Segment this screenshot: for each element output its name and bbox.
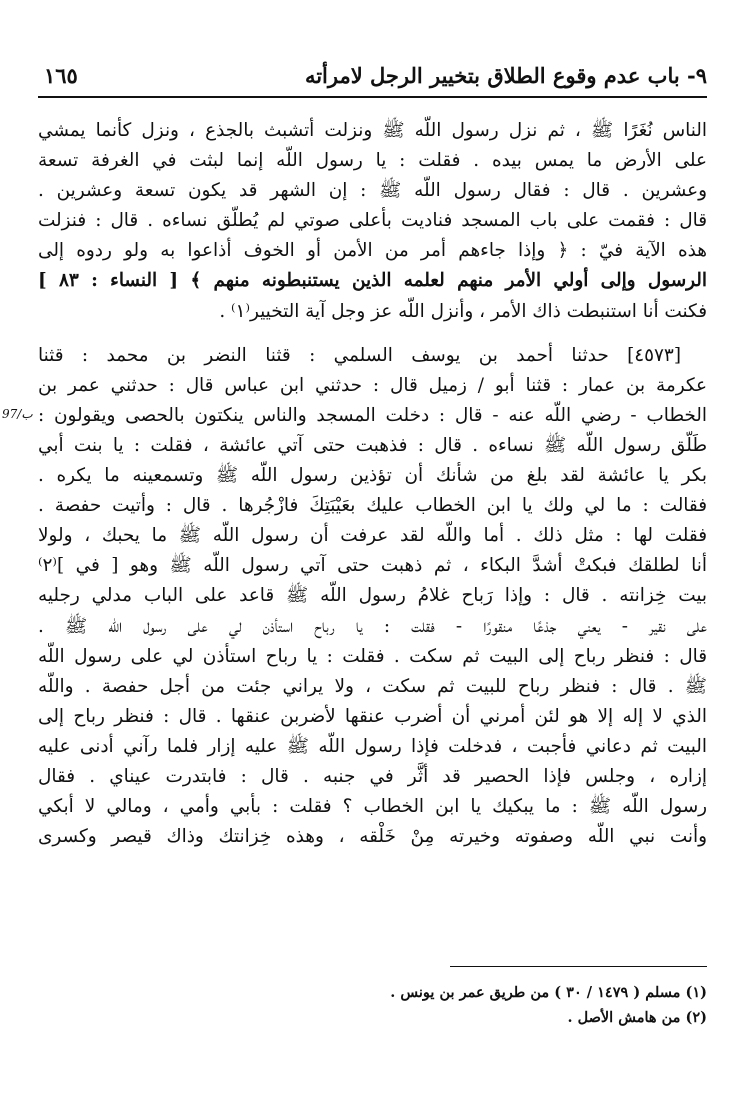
text-line: ﷺ . قال : فنظر رباح للبيت ثم سكت ، ولا يراني جئت من أجل حفصة . واللّه <box>38 675 707 697</box>
footnotes <box>38 980 707 1030</box>
text-line: قال : فنظر رباح إلى البيت ثم سكت . فقلت : يا رباح استأذن لي على رسول اللّه <box>38 645 707 667</box>
text-line: قال : فقمت على باب المسجد فناديت بأعلى صوتي لم يُطلّق نساءه . قال : فنزلت <box>38 210 707 232</box>
text-line: فقالت : ما لي ولك يا ابن الخطاب عليك بعَيْبَتِكَ فازْجُرها . قال : وأتيت حفصة . <box>38 495 707 517</box>
text-line: أنا لطلقك فبكتْ أشدَّ البكاء ، ثم ذهبت حتى آتي رسول اللّه ﷺ وهو [ في ]⁽٢⁾ <box>38 555 707 577</box>
footnote-divider <box>450 966 707 967</box>
page-header <box>38 40 707 98</box>
text-line: بكر يا عائشة لقد بلغ من شأنك أن تؤذين رسول اللّه ﷺ وتسمعينه ما يكره . <box>38 465 707 487</box>
text-line: فكنت أنا استنبطت ذاك الأمر ، وأنزل اللّه عز وجل آية التخيير⁽١⁾ . <box>219 300 707 322</box>
text-line: على نقير - يعني جذعًا منقورًا - فقلت : يا رباح استأذن لي على رسول اللّه ﷺ . <box>38 615 707 637</box>
footnote: (١) مسلم ( ١٤٧٩ / ٣٠ ) من طريق عمر بن يونس . <box>390 984 707 1001</box>
text-line: فقلت لها : مثل ذلك . أما واللّه لقد عرفت أن رسول اللّه ﷺ ما يحبك ، ولولا <box>38 525 707 547</box>
text-line: وعشرين . قال : فقال رسول اللّه ﷺ : إن الشهر قد يكون تسعة وعشرين . <box>38 180 707 202</box>
text-line: الذي لا إله إلا هو لئن أمرني أن أضرب عنقها لأضربن عنقها . قال : فنظر رباح إلى <box>38 705 707 727</box>
text-line: بيت خِزانته . قال : وإذا رَباح غلامُ رسول اللّه ﷺ قاعد على الباب مدلي رجليه <box>38 585 707 607</box>
text-line: الخطاب - رضي اللّه عنه - قال : دخلت المسجد والناس ينكتون بالحصى ويقولون : <box>38 404 707 426</box>
text-line: على الأرض ما يمس بيده . فقلت : يا رسول اللّه إنما لبثت في الغرفة تسعة <box>38 150 707 172</box>
text-line: طَلَّق رسول اللّه ﷺ نساءه . قال : فذهبت حتى آتي عائشة ، فقلت : يا بنت أبي <box>38 434 707 456</box>
text-line: وأنت نبي اللّه وصفوته وخيرته مِنْ خَلْقه ، وهذه خِزانتك وذاك قيصر وكسرى <box>38 826 707 848</box>
page-number: ١٦٥ <box>44 63 78 88</box>
page-title: ٩- باب عدم وقوع الطلاق بتخيير الرجل لامرأته <box>304 63 707 88</box>
manuscript-folio-note: ب/97 <box>2 407 33 421</box>
paragraph-gap <box>38 327 707 341</box>
text-line: عكرمة بن عمار : قثنا أبو / زميل قال : حدثني ابن عباس قال : حدثني عمر بن <box>38 374 707 396</box>
text-line: رسول اللّه ﷺ : ما يبكيك يا ابن الخطاب ؟ فقلت : بأبي وأمي ، ومالي لا أبكي <box>38 796 707 818</box>
main-text <box>38 116 707 852</box>
text-line: الرسول وإلى أولي الأمر منهم لعلمه الذين يستنبطونه منهم ﴾ [ النساء : ٨٣ ] <box>38 270 707 292</box>
hadith-number-line: [٤٥٧٣] حدثنا أحمد بن يوسف السلمي : قثنا النضر بن محمد : قثنا <box>38 344 681 366</box>
text-line: هذه الآية فيّ : ﴿ وإذا جاءهم أمر من الأمن أو الخوف أذاعوا به ولو ردوه إلى <box>38 240 707 262</box>
footnote: (٢) من هامش الأصل . <box>567 1009 707 1026</box>
text-line: الناس نُغَرًا ﷺ ، ثم نزل رسول اللّه ﷺ ونزلت أتشبث بالجذع ، ونزل كأنما يمشي <box>38 120 707 141</box>
text-line: إزاره ، وجلس فإذا الحصير قد أثَّر في جنبه . قال : فابتدرت عيناي . فقال <box>38 765 707 787</box>
text-line: البيت ثم دعاني فأجبت ، فدخلت فإذا رسول اللّه ﷺ عليه إزار فلما رآني أدنى عليه <box>38 735 707 757</box>
